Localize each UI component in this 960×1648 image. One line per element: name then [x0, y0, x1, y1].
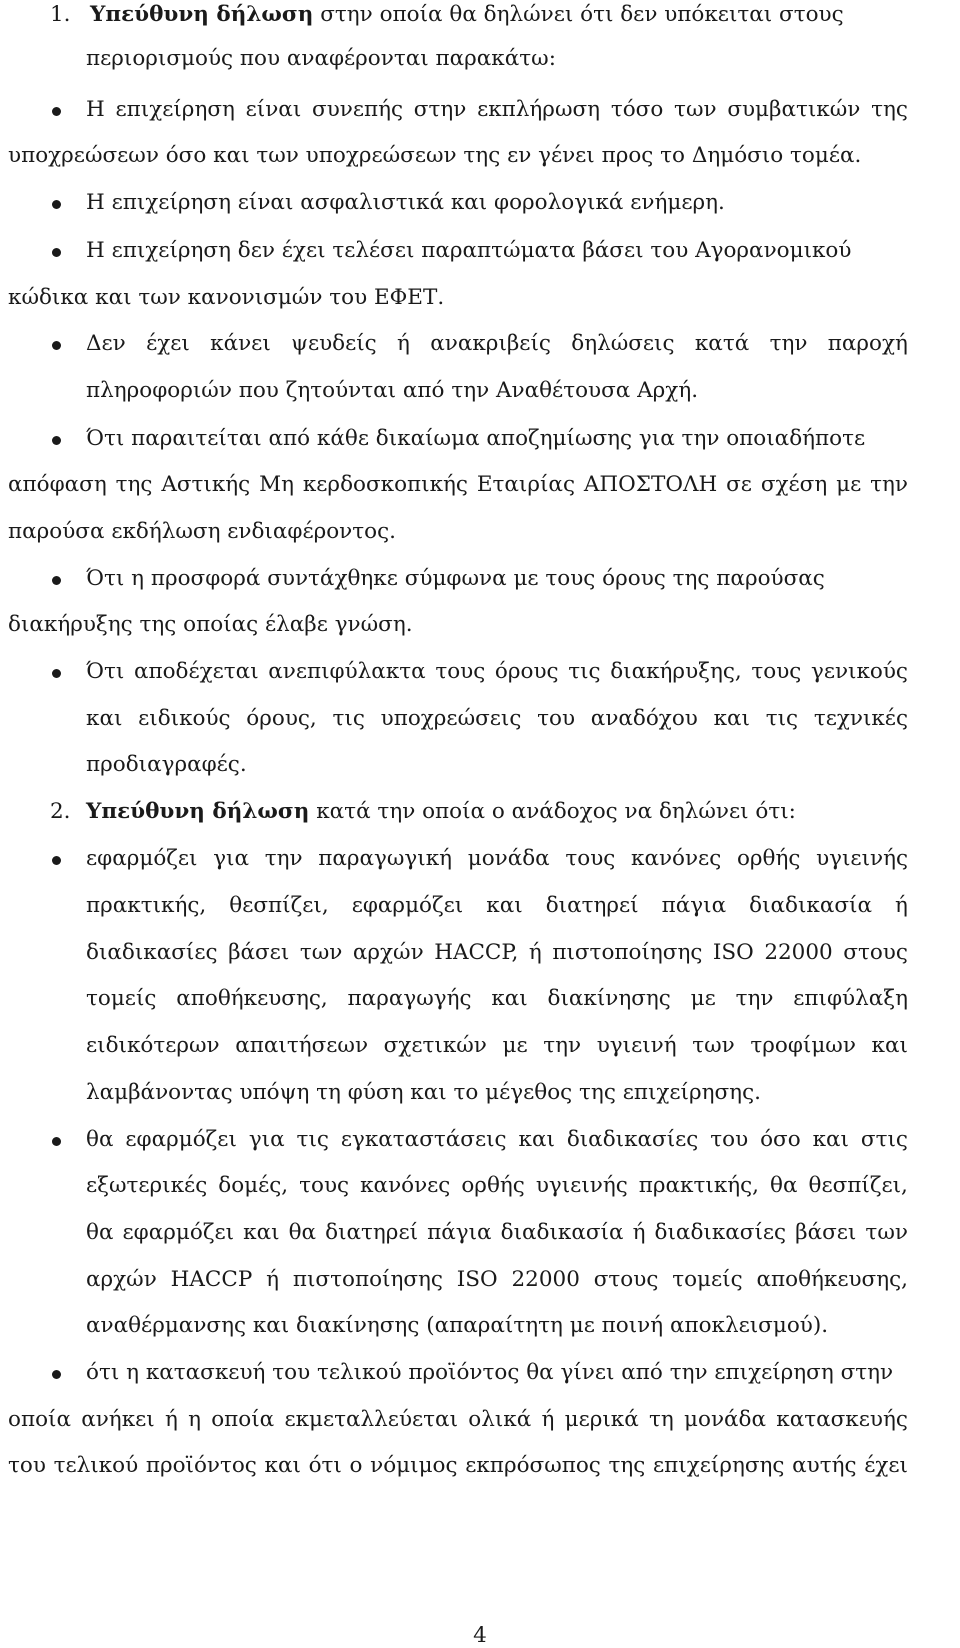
- section-1-number: 1.: [50, 2, 71, 27]
- bullet-icon: [52, 248, 61, 257]
- section-2-number: 2.: [50, 799, 71, 824]
- list-item-line: παρούσα εκδήλωση ενδιαφέροντος.: [8, 519, 396, 544]
- list-item-line: Η επιχείρηση δεν έχει τελέσει παραπτώματα βάσει του Αγορανομικού: [86, 238, 852, 263]
- section-1-heading-line2: περιορισμούς που αναφέρονται παρακάτω:: [86, 46, 556, 71]
- list-item-line: Ότι αποδέχεται ανεπιφύλακτα τους όρους τις διακήρυξης, τους γενικούς: [86, 659, 908, 684]
- bullet-icon: [52, 856, 61, 865]
- list-item-line: Η επιχείρηση είναι ασφαλιστικά και φορολογικά ενήμερη.: [86, 190, 725, 215]
- section-1-heading-bold: Υπεύθυνη δήλωση: [90, 2, 314, 27]
- list-item-line: πρακτικής, θεσπίζει, εφαρμόζει και διατηρεί πάγια διαδικασία ή: [86, 893, 908, 918]
- list-item-line: υποχρεώσεων όσο και των υποχρεώσεων της εν γένει προς το Δημόσιο τομέα.: [8, 143, 862, 168]
- list-item-line: οποία ανήκει ή η οποία εκμεταλλεύεται ολικά ή μερικά τη μονάδα κατασκευής: [8, 1407, 908, 1432]
- list-item-line: αρχών HACCP ή πιστοποίησης ISO 22000 στους τομείς αποθήκευσης,: [86, 1267, 908, 1292]
- bullet-icon: [52, 1370, 61, 1379]
- list-item-line: λαμβάνοντας υπόψη τη φύση και το μέγεθος της επιχείρησης.: [86, 1080, 761, 1105]
- list-item-line: Η επιχείρηση είναι συνεπής στην εκπλήρωση τόσο των συμβατικών της: [86, 97, 908, 122]
- list-item-line: ότι η κατασκευή του τελικού προϊόντος θα γίνει από την επιχείρηση στην: [86, 1360, 894, 1385]
- list-item-line: Δεν έχει κάνει ψευδείς ή ανακριβείς δηλώσεις κατά την παροχή: [86, 331, 908, 356]
- bullet-icon: [52, 107, 61, 116]
- list-item-line: απόφαση της Αστικής Μη κερδοσκοπικής Εταιρίας ΑΠΟΣΤΟΛΗ σε σχέση με την: [8, 472, 908, 497]
- list-item-line: διακήρυξης της οποίας έλαβε γνώση.: [8, 612, 413, 637]
- list-item-line: θα εφαρμόζει και θα διατηρεί πάγια διαδικασία ή διαδικασίες βάσει των: [86, 1220, 908, 1245]
- list-item-line: και ειδικούς όρους, τις υποχρεώσεις του αναδόχου και τις τεχνικές: [86, 706, 908, 731]
- section-1-heading: [90, 0, 844, 30]
- bullet-icon: [52, 669, 61, 678]
- section-2-heading: [86, 797, 796, 827]
- list-item-line: αναθέρμανσης και διακίνησης (απαραίτητη με ποινή αποκλεισμού).: [86, 1313, 829, 1338]
- list-item-line: διαδικασίες βάσει των αρχών HACCP, ή πιστοποίησης ISO 22000 στους: [86, 940, 908, 965]
- list-item-line: του τελικού προϊόντος και ότι ο νόμιμος εκπρόσωπος της επιχείρησης αυτής έχει: [8, 1453, 908, 1478]
- page-number: 4: [473, 1623, 487, 1648]
- bullet-icon: [52, 1137, 61, 1146]
- list-item-line: ειδικότερων απαιτήσεων σχετικών με την υγιεινή των τροφίμων και: [86, 1033, 908, 1058]
- bullet-icon: [52, 576, 61, 585]
- bullet-icon: [52, 341, 61, 350]
- bullet-icon: [52, 436, 61, 445]
- list-item-line: Ότι η προσφορά συντάχθηκε σύμφωνα με τους όρους της παρούσας: [86, 566, 825, 591]
- list-item-line: εφαρμόζει για την παραγωγική μονάδα τους κανόνες ορθής υγιεινής: [86, 846, 908, 871]
- list-item-line: θα εφαρμόζει για τις εγκαταστάσεις και διαδικασίες του όσο και στις: [86, 1127, 908, 1152]
- section-2-heading-bold: Υπεύθυνη δήλωση: [86, 799, 310, 824]
- section-2-heading-rest: κατά την οποία ο ανάδοχος να δηλώνει ότι:: [316, 799, 796, 824]
- list-item-line: τομείς αποθήκευσης, παραγωγής και διακίνησης με την επιφύλαξη: [86, 986, 908, 1011]
- list-item-line: πληροφοριών που ζητούνται από την Αναθέτουσα Αρχή.: [86, 378, 699, 403]
- bullet-icon: [52, 200, 61, 209]
- list-item-line: κώδικα και των κανονισμών του ΕΦΕΤ.: [8, 285, 445, 310]
- list-item-line: εξωτερικές δομές, τους κανόνες ορθής υγιεινής πρακτικής, θα θεσπίζει,: [86, 1173, 908, 1198]
- list-item-line: προδιαγραφές.: [86, 752, 247, 777]
- section-1-heading-rest: στην οποία θα δηλώνει ότι δεν υπόκειται στους: [320, 2, 844, 27]
- list-item-line: Ότι παραιτείται από κάθε δικαίωμα αποζημίωσης για την οποιαδήποτε: [86, 426, 866, 451]
